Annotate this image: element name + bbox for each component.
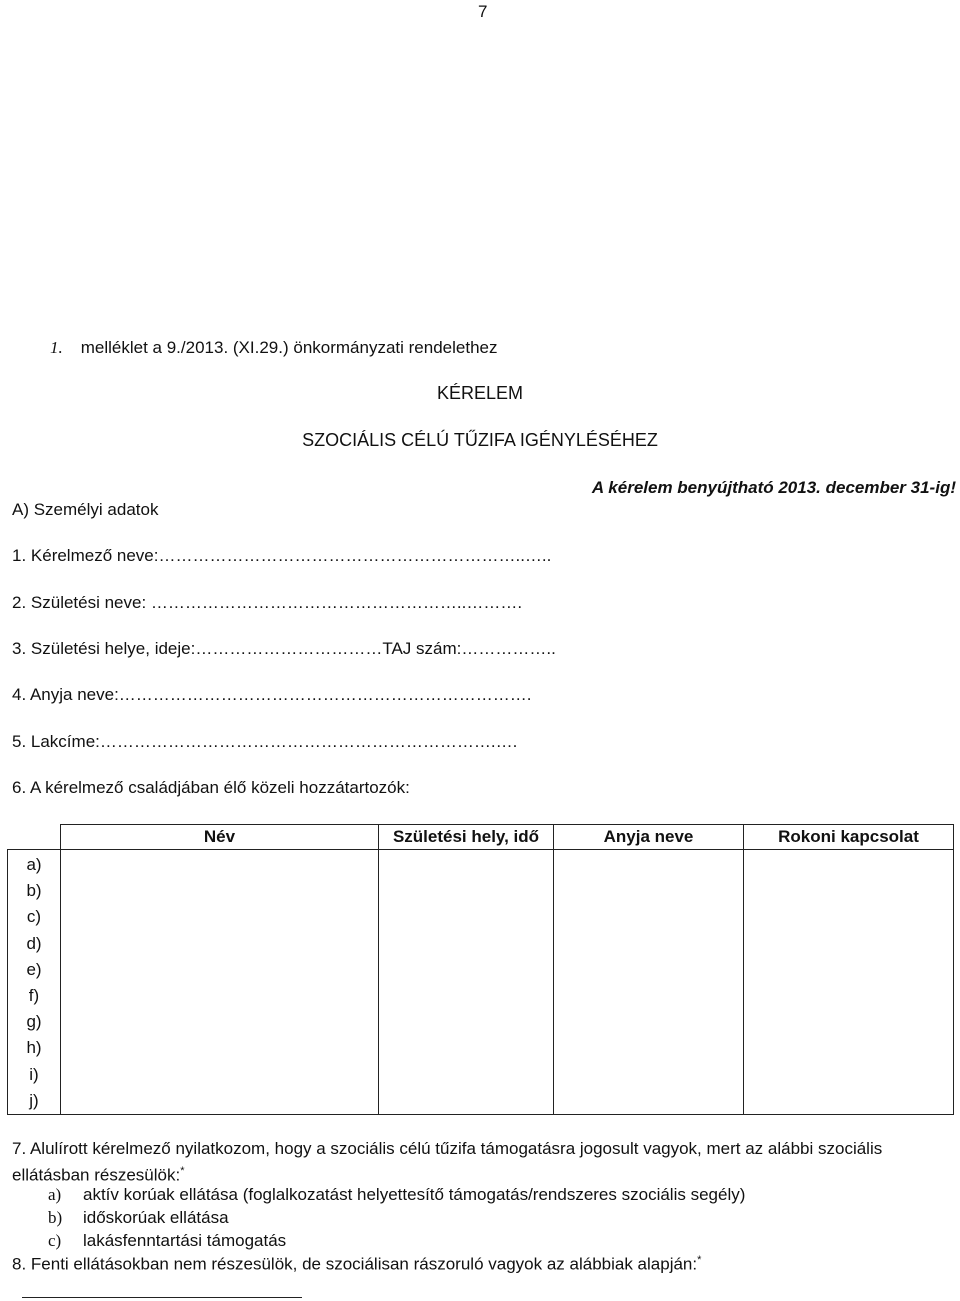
cell-name[interactable] [61,1088,379,1115]
cell-relationship[interactable] [744,850,954,877]
cell-birth[interactable] [379,982,554,1008]
cell-name[interactable] [61,956,379,982]
cell-birth[interactable] [379,876,554,902]
cell-birth[interactable] [379,1088,554,1115]
cell-mother[interactable] [554,956,744,982]
cell-relationship[interactable] [744,903,954,929]
cell-name[interactable] [61,1061,379,1087]
cell-name[interactable] [61,903,379,929]
statement-text: 7. Alulírott kérelmező nyilatkozom, hogy a szociális célú tűzifa támogatásra jogosult vagyok, mert az alábbi szociális ellátásban részesülök: [12,1139,883,1185]
cell-relationship[interactable] [744,876,954,902]
row-label: c) [26,907,42,927]
cell-mother[interactable] [554,1035,744,1061]
statement-paragraph [12,1137,957,1187]
cell-mother[interactable] [554,876,744,902]
field-address: 5. Lakcíme:…………………………………………………………….…. [12,732,518,751]
cell-relationship[interactable] [744,1008,954,1034]
header-name: Név [61,825,379,850]
header-mother-name: Anyja neve [554,825,744,850]
cell-relationship[interactable] [744,929,954,955]
field-birth-place-date: 3. Születési helye, ideje:……………………………TAJ szám:…………….. [12,639,556,658]
submission-deadline: A kérelem benyújtható 2013. december 31-ig! [591,478,956,497]
cell-birth[interactable] [379,903,554,929]
cell-birth[interactable] [379,929,554,955]
document-subtitle: SZOCIÁLIS CÉLÚ TŰZIFA IGÉNYLÉSÉHEZ [302,430,658,450]
section-personal-data: A) Személyi adatok [12,500,159,519]
cell-mother[interactable] [554,929,744,955]
cell-relationship[interactable] [744,1035,954,1061]
option-text: lakásfenntartási támogatás [83,1231,287,1250]
cell-birth[interactable] [379,956,554,982]
footnote-mark: * [180,1165,185,1177]
row-label: i) [29,1064,39,1084]
field-birth-name: 2. Születési neve: ………………………………………………..………. [12,593,523,612]
cell-name[interactable] [61,1035,379,1061]
field-mother-name: 4. Anyja neve:………………………………………………………………. [12,685,532,704]
cell-relationship[interactable] [744,1061,954,1087]
need-statement-text: 8. Fenti ellátásokban nem részesülök, de szociálisan rászoruló vagyok az alábbiak alapján: [12,1254,698,1274]
option-label: c) [48,1231,62,1250]
option-label: b) [48,1208,63,1227]
cell-relationship[interactable] [744,956,954,982]
cell-name[interactable] [61,929,379,955]
cell-mother[interactable] [554,1088,744,1115]
header-birth-place-time: Születési hely, idő [379,825,554,850]
cell-relationship[interactable] [744,1088,954,1115]
cell-birth[interactable] [379,850,554,877]
row-label: f) [28,986,40,1006]
footnote-divider [22,1297,302,1298]
cell-mother[interactable] [554,903,744,929]
row-label: g) [26,1012,42,1032]
cell-name[interactable] [61,982,379,1008]
row-label: j) [29,1090,39,1110]
need-statement [12,1254,701,1275]
relatives-table [7,824,954,1115]
option-housing[interactable] [48,1231,286,1251]
cell-birth[interactable] [379,1061,554,1087]
document-title: KÉRELEM [436,383,524,403]
cell-name[interactable] [61,1008,379,1034]
annex-heading [50,338,497,358]
cell-birth[interactable] [379,1008,554,1034]
cell-mother[interactable] [554,982,744,1008]
header-relationship: Rokoni kapcsolat [744,825,954,850]
cell-name[interactable] [61,876,379,902]
field-applicant-name: 1. Kérelmező neve:………………………………………………………..….. [12,546,552,565]
annex-text: melléklet a 9./2013. (XI.29.) önkormányzati rendelethez [80,338,498,357]
page-number: 7 [478,2,488,21]
option-active-age[interactable] [48,1185,745,1205]
annex-number: 1. [50,338,63,357]
row-label: a) [26,855,42,874]
cell-mother[interactable] [554,850,744,877]
cell-mother[interactable] [554,1008,744,1034]
field-relatives-heading: 6. A kérelmező családjában élő közeli hozzátartozók: [12,778,410,797]
cell-name[interactable] [61,850,379,877]
row-labels [8,850,61,1115]
row-label: h) [26,1038,42,1058]
option-label: a) [48,1185,62,1204]
option-elderly[interactable] [48,1208,229,1228]
cell-relationship[interactable] [744,982,954,1008]
row-label: e) [26,959,42,979]
table-corner [8,825,61,850]
row-label: b) [26,881,42,901]
cell-mother[interactable] [554,1061,744,1087]
option-text: időskorúak ellátása [83,1208,229,1227]
footnote-mark: * [697,1254,702,1266]
cell-birth[interactable] [379,1035,554,1061]
row-label: d) [26,933,42,953]
option-text: aktív korúak ellátása (foglalkozatást helyettesítő támogatás/rendszeres szociális segély) [83,1185,746,1204]
